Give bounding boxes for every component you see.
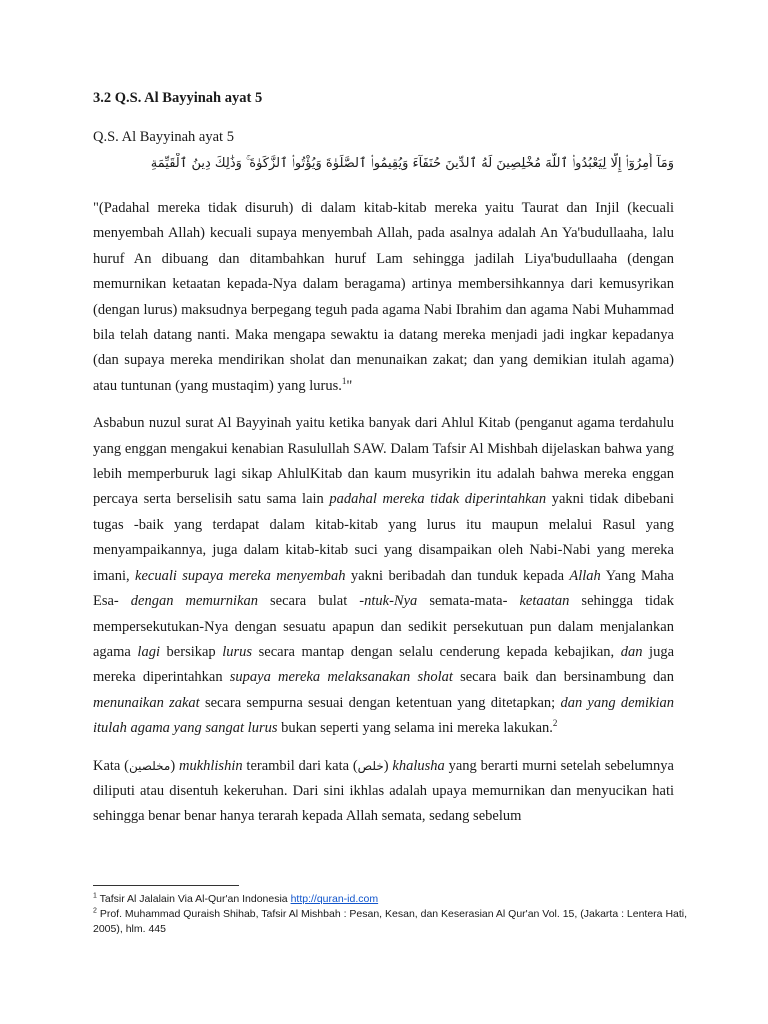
verse-reference: Q.S. Al Bayyinah ayat 5 [93, 129, 234, 145]
text-run: secara mantap dengan selalu cenderung kepada kebajikan, [252, 643, 621, 660]
footnote-2 [93, 907, 693, 937]
italic-run: supaya mereka melaksanakan sholat [229, 669, 453, 686]
italic-run: menunaikan zakat [93, 694, 200, 711]
footnote-ref-2[interactable]: 2 [552, 718, 558, 729]
section-heading: 3.2 Q.S. Al Bayyinah ayat 5 [93, 90, 263, 106]
text-run: Asbabun nuzul surat Al Bayyinah yaitu ketika banyak dari Ahlul Kitab (penganut agama terdahulu yang enggan mengakui kenabian Rasulullah SAW. Dalam Tafsir Al Mishbah dijelaskan bahwa yang lebih memperburuk lagi sikap AhlulKitab dan kaum musyrikin itu adalah bahwa mereka enggan percaya serta berselisih satu sama lain [93, 415, 674, 508]
footnote-1 [93, 892, 693, 907]
text-run: yang berarti murni setelah sebelumnya diliputi atau disentuh kekeruhan. Dari sini ikhlas adalah upaya memurnikan dan menyucikan hati sehingga benar benar hanya terarah kepada Allah semata, sedang sebelum [93, 757, 674, 825]
footnote-number: 2 [93, 907, 97, 915]
italic-run: ntuk-Nya [364, 593, 418, 610]
text-run: secara bulat - [258, 593, 365, 610]
text-run: juga mereka diperintahkan [93, 643, 675, 686]
arabic-word-mukhlishin: مخلصين [129, 758, 171, 773]
italic-run: ketaatan [519, 593, 570, 610]
italic-run: lagi [137, 643, 160, 660]
text-run: yakni tidak dibebani tugas -baik yang terdapat dalam kitab-kitab yang lurus itu maupun melalui Rasul yang menyampaikannya, juga dalam kitab-kitab suci yang disampaikan oleh Nabi-Nabi yang mereka imani, [93, 491, 674, 584]
text-run: Yang Maha Esa- [93, 567, 674, 610]
text-run: yakni beribadah dan tunduk kepada [345, 567, 570, 584]
text-run: sehingga tidak mempersekutukan-Nya dengan sesuatu apapun dan sedikit persekutuan pun dalam menjalankan agama [93, 593, 674, 660]
footnote-number: 1 [93, 892, 97, 900]
italic-run: dan yang demikian itulah agama yang sangat lurus [93, 694, 674, 737]
italic-run: mukhlishin [178, 757, 243, 774]
text-run: bersikap [159, 643, 223, 660]
italic-run: khalusha [392, 757, 445, 774]
kata-paragraph [93, 754, 674, 830]
arabic-word-khalusha: خلص [357, 758, 384, 773]
asbabun-nuzul-paragraph [93, 411, 674, 741]
footnotes [93, 892, 693, 937]
text-run: secara sempurna sesuai dengan ketentuan yang ditetapkan; [199, 694, 561, 711]
italic-run: dan [620, 643, 643, 660]
italic-run: kecuali supaya mereka menyembah [135, 567, 346, 584]
arabic-verse: وَمَآ أُمِرُوٓا۟ إِلَّا لِيَعْبُدُوا۟ ٱللَّهَ مُخْلِصِينَ لَهُ ٱلدِّينَ حُنَفَآءَ وَيُقِيمُوا۟ ٱلصَّلَوٰةَ وَيُؤْتُوا۟ ٱلزَّكَوٰةَ ۚ وَذَٰلِكَ دِينُ ٱلْقَيِّمَةِ [150, 156, 674, 171]
translation-text: "(Padahal mereka tidak disuruh) di dalam kitab-kitab mereka yaitu Taurat dan Injil (kecuali menyembah Allah) kecuali supaya menyembah Allah, pada asalnya adalah An Ya'budullaaha, lalu huruf An dibuang dan ditambahkan huruf Lam sehingga jadilah Liya'budullaaha (dengan memurnikan ketaatan kepada-Nya dalam beragama) artinya membersihkannya dari kemusyrikan (dengan lurus) maksudnya berpegang teguh pada agama Nabi Ibrahim dan agama Nabi Muhammad bila telah datang nanti. Maka mengapa sewaktu ia datang mereka menjadi jadi ingkar kepadanya (dan supaya mereka mendirikan sholat dan menunaikan zakat; dan yang demikian itulah agama) atau tuntunan (yang mustaqim) yang lurus. [93, 200, 674, 394]
text-run: ) [383, 757, 393, 774]
text-run: secara baik dan bersinambung dan [452, 669, 674, 686]
text-run: Kata ( [93, 757, 130, 774]
document-body [93, 88, 674, 842]
footnote-ref-1[interactable]: 1 [341, 376, 347, 387]
footnote-link[interactable]: http://quran-id.com [290, 893, 379, 905]
text-run: semata-mata- [417, 593, 520, 610]
footnote-text: Prof. Muhammad Quraish Shihab, Tafsir Al Mishbah : Pesan, Kesan, dan Keserasian Al Qur'an Vol. 15, (Jakarta : Lentera Hati, 2005), hlm. 445 [93, 908, 688, 935]
text-run: bukan seperti yang selama ini mereka lakukan. [277, 720, 553, 737]
text-run: ) [170, 757, 179, 774]
text-run: terambil dari kata ( [242, 757, 358, 774]
italic-run: dengan memurnikan [130, 593, 258, 610]
italic-run: Allah [569, 567, 601, 584]
footnote-text: Tafsir Al Jalalain Via Al-Qur'an Indonesia [96, 893, 291, 905]
italic-run: padahal mereka tidak diperintahkan [329, 491, 547, 508]
italic-run: lurus [222, 643, 253, 660]
footnote-separator [93, 885, 239, 886]
closing-quote: " [346, 377, 353, 394]
translation-paragraph [93, 196, 674, 399]
